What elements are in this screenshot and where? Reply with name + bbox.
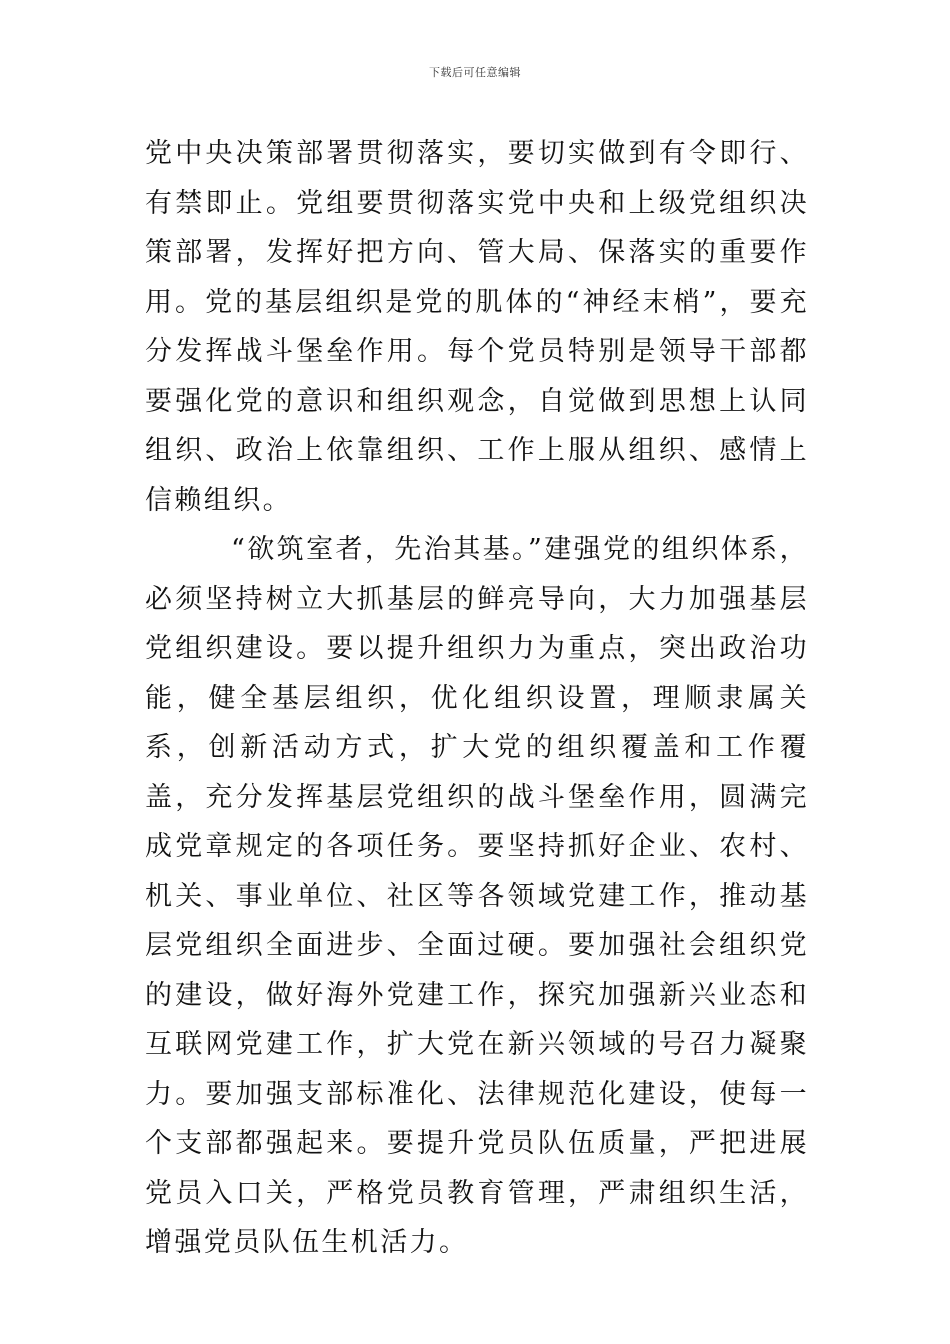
page-header: 下载后可任意编辑 (429, 66, 521, 79)
body-paragraph: 党中央决策部署贯彻落实，要切实做到有令即行、有禁即止。党组要贯彻落实党中央和上级党组织决策部署，发挥好把方向、管大局、保落实的重要作用。党的基层组织是党的肌体的“神经末梢”，要充分发挥战斗堡垒作用。每个党员特别是领导干部都要强化党的意识和组织观念，自觉做到思想上认同组织、政治上依靠组织、工作上服从组织、感情上信赖组织。 (145, 138, 809, 516)
body-paragraph: “欲筑室者，先治其基。”建强党的组织体系，必须坚持树立大抓基层的鲜亮导向，大力加强基层党组织建设。要以提升组织力为重点，突出政治功能，健全基层组织，优化组织设置，理顺隶属关系，创新活动方式，扩大党的组织覆盖和工作覆盖，充分发挥基层党组织的战斗堡垒作用，圆满完成党章规定的各项任务。要坚持抓好企业、农村、机关、事业单位、社区等各领域党建工作，推动基层党组织全面进步、全面过硬。要加强社会组织党的建设，做好海外党建工作，探究加强新兴业态和互联网党建工作，扩大党在新兴领域的号召力凝聚力。要加强支部标准化、法律规范化建设，使每一个支部都强起来。要提升党员队伍质量，严把进展党员入口关，严格党员教育管理，严肃组织生活，增强党员队伍生机活力。 (145, 534, 809, 1258)
